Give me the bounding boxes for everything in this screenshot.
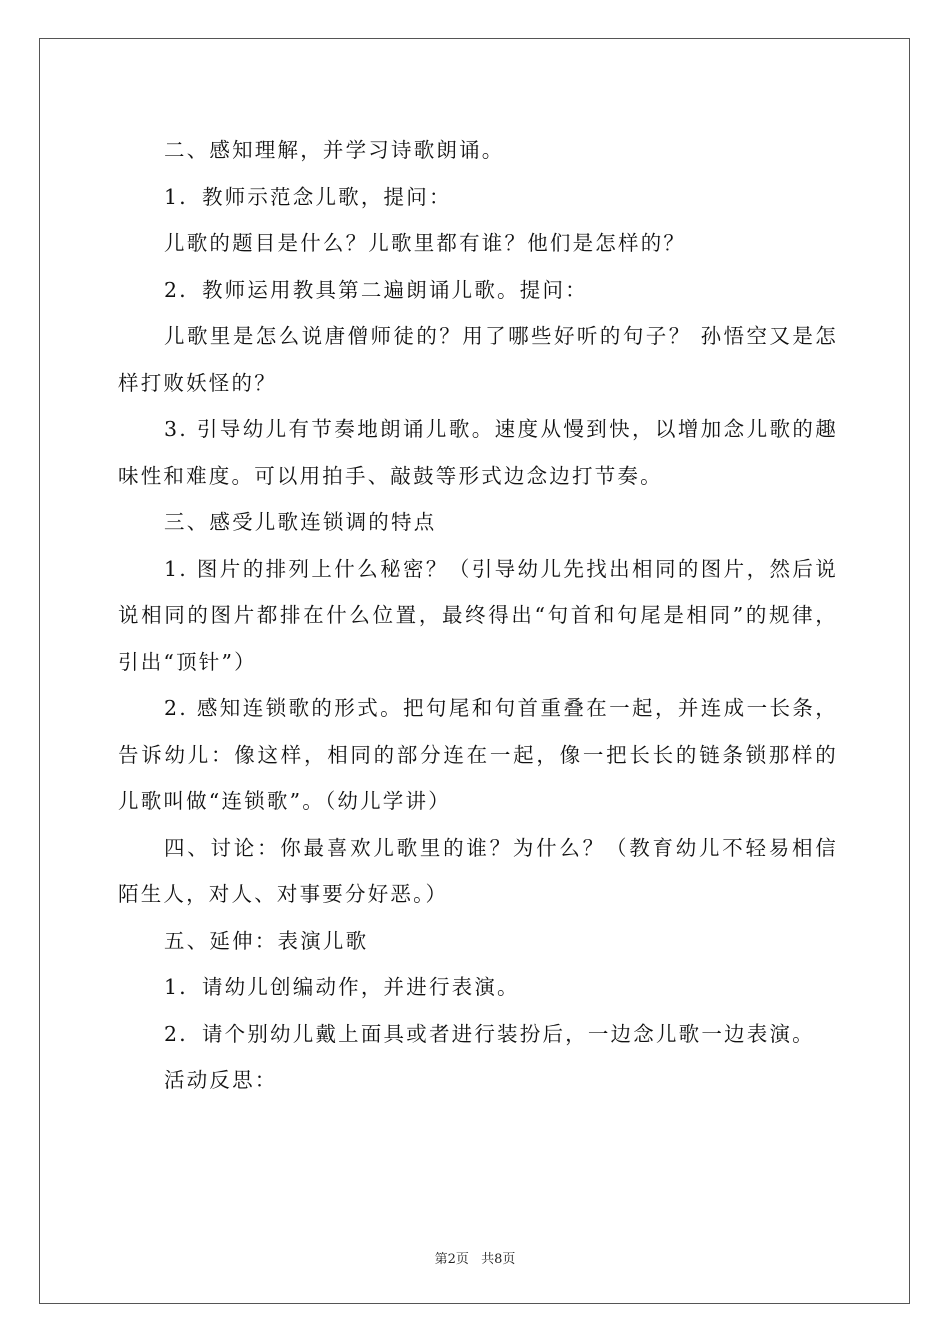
paragraph: 活动反思： [164,1068,278,1092]
page-number: 第2页 [434,1252,469,1267]
page-footer [0,1248,950,1267]
paragraph: 儿歌里是怎么说唐僧师徒的？用了哪些好听的句子？ 孙悟空又是怎样打败妖怪的？ [118,324,838,395]
paragraph: 1．教师示范念儿歌，提问： [164,184,452,209]
document-body [118,127,838,1104]
paragraph: 二、感知理解，并学习诗歌朗诵。 [164,138,505,162]
paragraph: 2. 感知连锁歌的形式。把句尾和句首重叠在一起，并连成一长条，告诉幼儿：像这样，相同的部分连在一起，像一把长长的链条锁那样的儿歌叫做“连锁歌”。（幼儿学讲） [118,696,838,813]
paragraph: 三、感受儿歌连锁调的特点 [164,510,437,534]
paragraph: 儿歌的题目是什么？儿歌里都有谁？他们是怎样的？ [164,231,687,255]
paragraph: 1. 图片的排列上什么秘密？（引导幼儿先找出相同的图片，然后说说相同的图片都排在什么位置，最终得出“句首和句尾是相同”的规律，引出“顶针”） [118,556,838,674]
paragraph: 1．请幼儿创编动作，并进行表演。 [164,975,520,999]
paragraph: 3. 引导幼儿有节奏地朗诵儿歌。速度从慢到快，以增加念儿歌的趣味性和难度。可以用拍手、敲鼓等形式边念边打节奏。 [118,417,838,488]
paragraph: 2．教师运用教具第二遍朗诵儿歌。提问： [164,277,588,302]
page-total: 共8页 [481,1252,516,1267]
paragraph: 2．请个别幼儿戴上面具或者进行装扮后，一边念儿歌一边表演。 [164,1021,815,1046]
paragraph: 四、讨论：你最喜欢儿歌里的谁？为什么？（教育幼儿不轻易相信陌生人，对人、对事要分好恶。） [118,835,838,906]
paragraph: 五、延伸：表演儿歌 [164,928,369,953]
